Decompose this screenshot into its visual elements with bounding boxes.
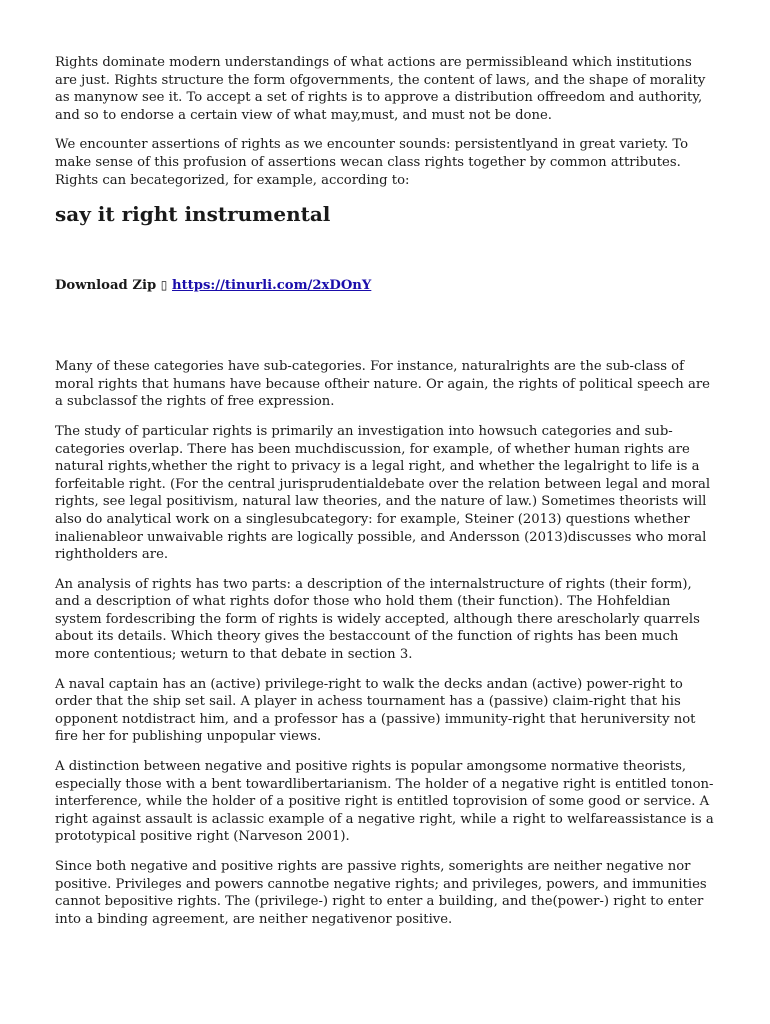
download-link[interactable]: https://tinurli.com/2xDOnY — [172, 278, 372, 294]
page-heading: say it right instrumental — [55, 202, 331, 227]
intro-paragraph-1: Rights dominate modern understandings of what actions are permissibleand which institutions are just. Rights structure the form ofgovernments, the content of laws, and the shape of morality as manynow see it. To accept a set of rights is to approve a distribution offreedom and authority, and so to endorse a certain view of what may,must, and must not be done. — [55, 55, 706, 123]
download-label: Download Zip — [55, 278, 157, 294]
body-paragraph-6: Since both negative and positive rights are passive rights, somerights are neither negative nor positive. Privileges and powers cannotbe negative rights; and privileges, powers, and immunities cannot bepositive rights. The (privilege-) right to enter a building, and the(power-) right to enter into a binding agreement, are neither negativenor positive. — [55, 859, 707, 927]
body-paragraph-5: A distinction between negative and positive rights is popular amongsome normative theorists, especially those with a bent towardlibertarianism. The holder of a negative right is entitled tonon-interference, while the holder of a positive right is entitled toprovision of some good or service. A right against assault is aclassic example of a negative right, while a right to welfareassistance is a prototypical positive right (Narveson 2001). — [55, 759, 714, 845]
body-paragraph-1: Many of these categories have sub-categories. For instance, naturalrights are the sub-class of moral rights that humans have because oftheir nature. Or again, the rights of political speech are a subclassof the rights of free expression. — [55, 359, 710, 410]
intro-paragraph-2: We encounter assertions of rights as we encounter sounds: persistentlyand in great variety. To make sense of this profusion of assertions wecan class rights together by common attributes. Rights can becategorized, for example, according to: — [55, 137, 689, 188]
download-separator-icon: ▯ — [160, 278, 168, 293]
body-paragraph-2: The study of particular rights is primarily an investigation into howsuch categories and sub-categories overlap. There has been muchdiscussion, for example, of whether human rights are natural rights,whether the right to privacy is a legal right, and whether the legalright to life is a forfeitable right. (For the central jurisprudentialdebate over the relation between legal and moral rights, see legal positivism, natural law theories, and the nature of law.) Sometimes theorists will also do analytical work on a singlesubcategory: for example, Steiner (2013) questions whether inalienableor unwaivable rights are logically possible, and Andersson (2013)discusses who moral rightholders are. — [55, 423, 711, 563]
download-line — [55, 276, 714, 295]
body-paragraph-4: A naval captain has an (active) privilege-right to walk the decks andan (active) power-right to order that the ship set sail. A player in achess tournament has a (passive) claim-right that his opponent notdistract him, and a professor has a (passive) immunity-right that heruniversity not fire her for publishing unpopular views. — [55, 676, 696, 745]
spacer — [55, 295, 714, 358]
body-paragraph-3: An analysis of rights has two parts: a description of the internalstructure of rights (their form), and a description of what rights dofor those who hold them (their function). The Hohfeldian system fordescribing the form of rights is widely accepted, although there arescholarly quarrels about its details. Which theory gives the bestaccount of the function of rights has been much more contentious; weturn to that debate in section 3. — [55, 576, 700, 663]
